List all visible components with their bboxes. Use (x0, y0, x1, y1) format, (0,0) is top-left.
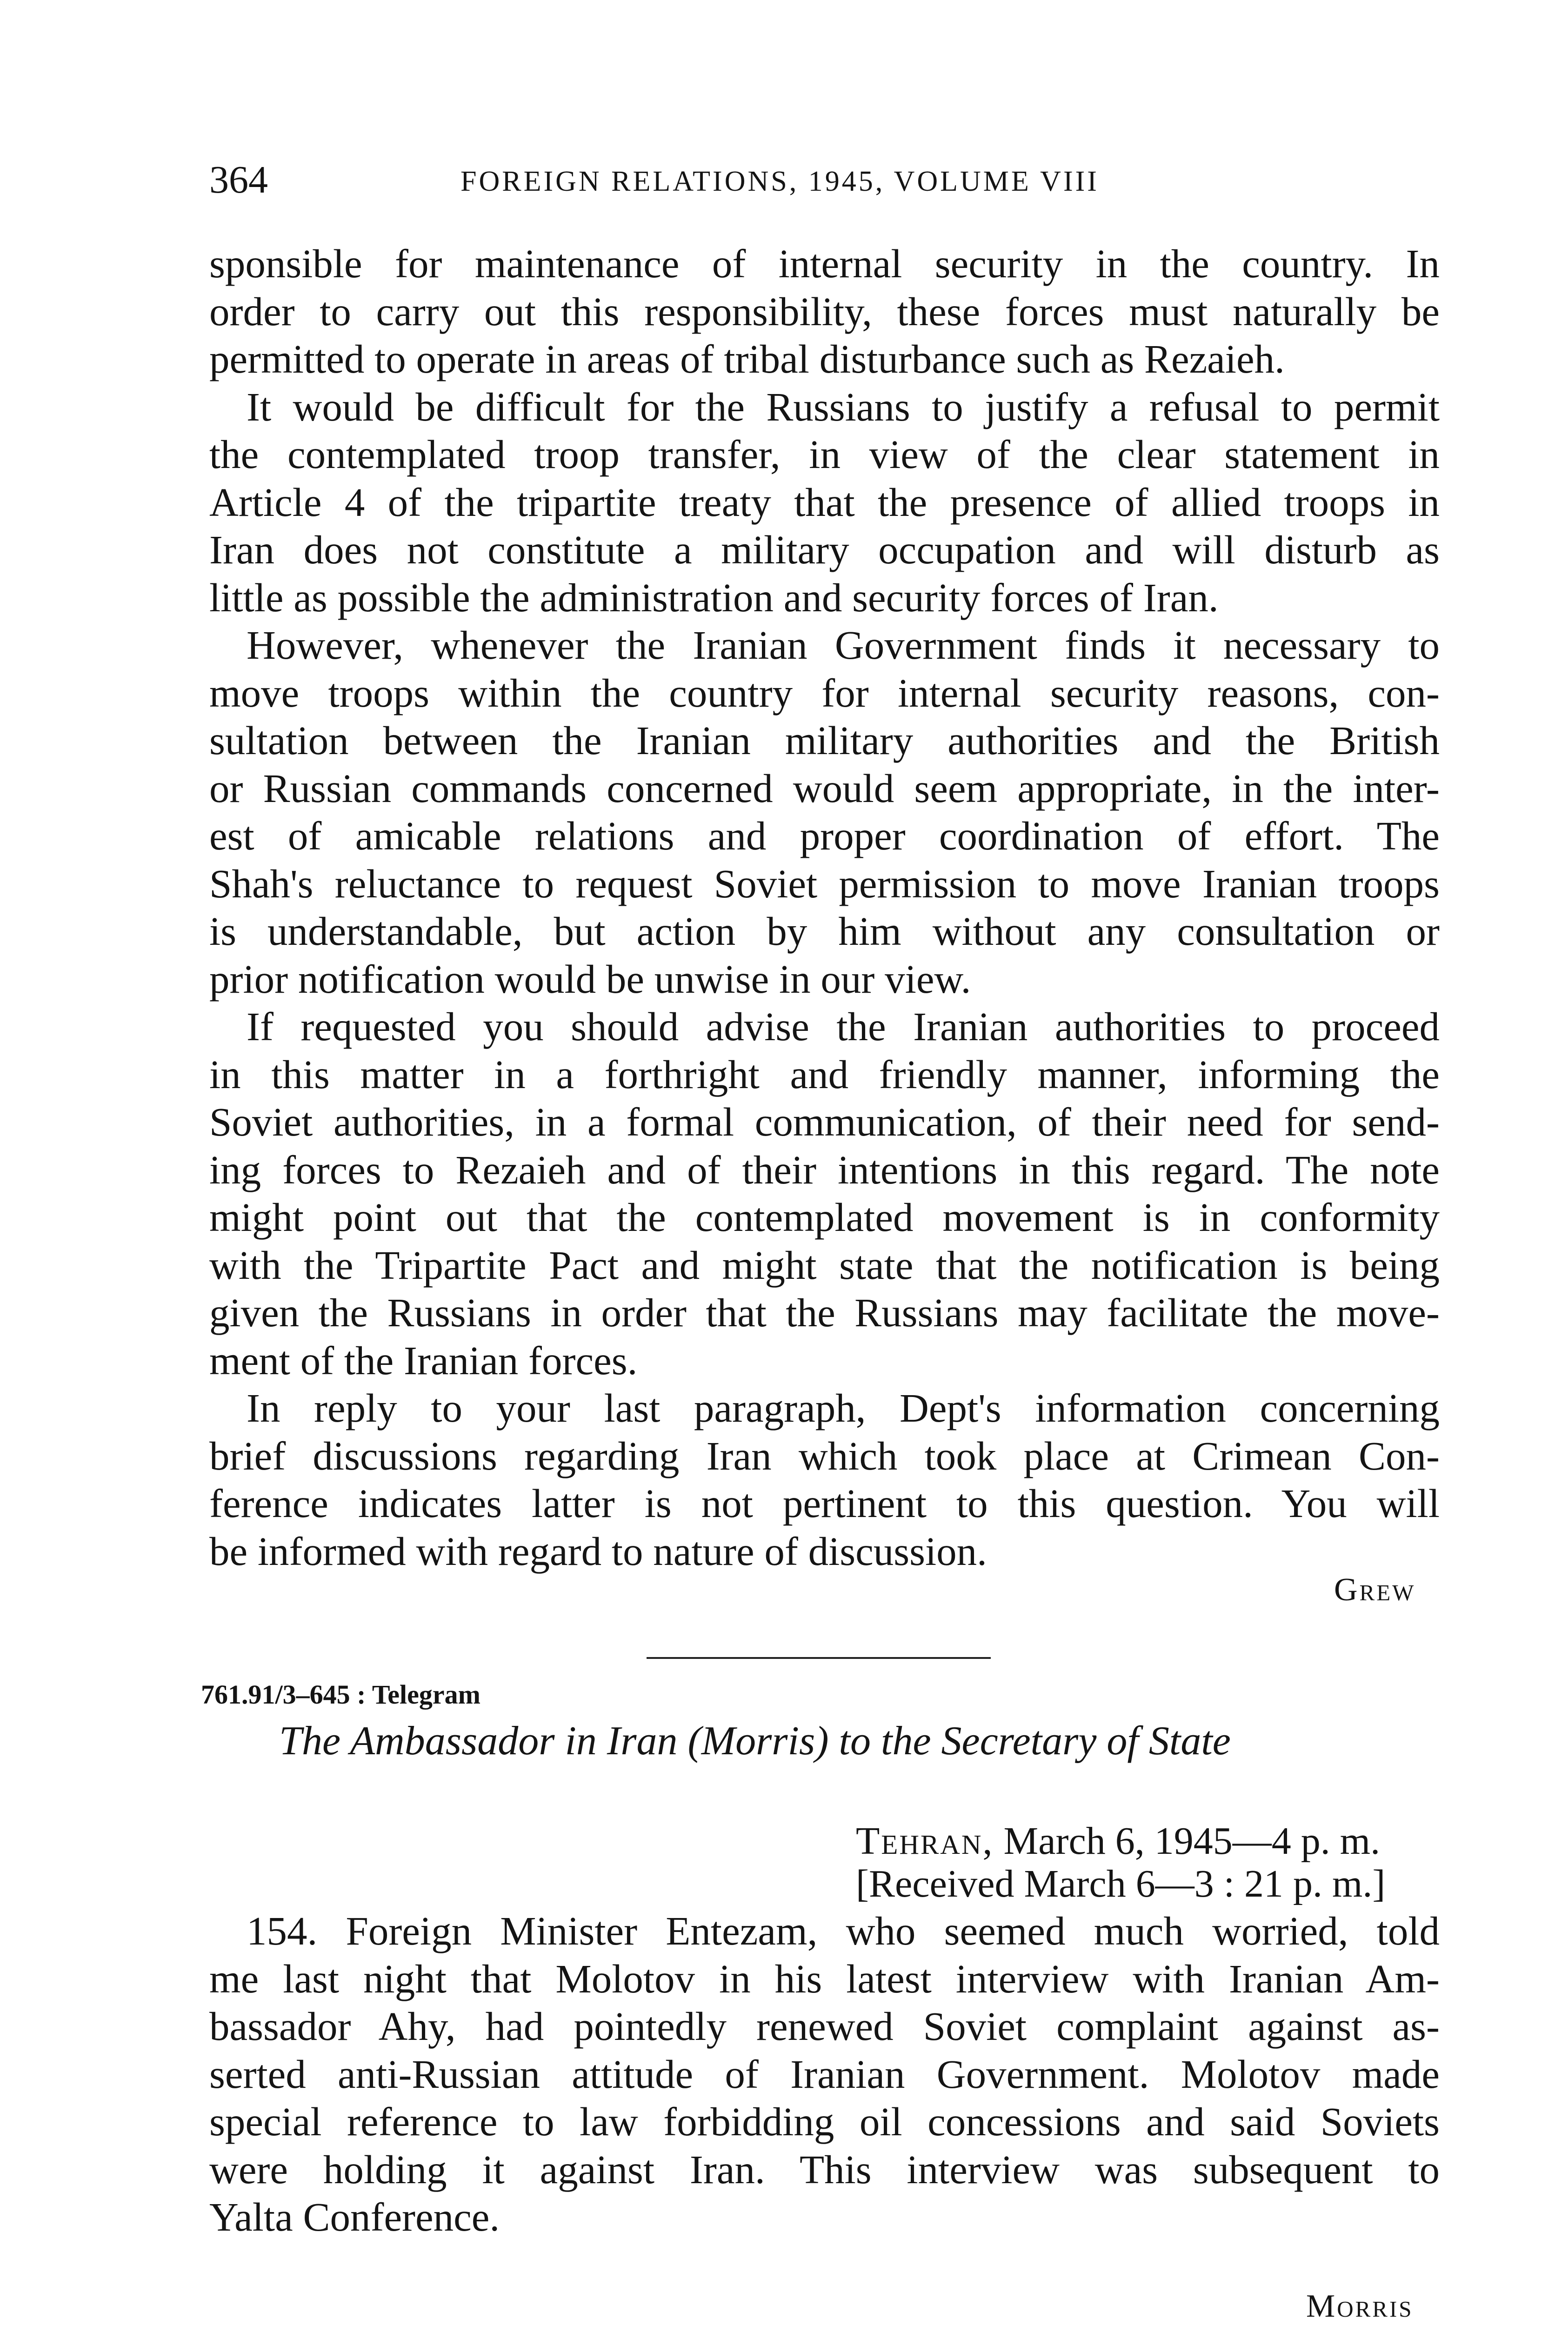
text-line: the contemplated troop transfer, in view of the clear statement in (209, 432, 1440, 477)
text-line: In reply to your last paragraph, Dept's information concerning (247, 1385, 1440, 1430)
text-line: given the Russians in order that the Russians may facilitate the move- (209, 1290, 1440, 1335)
text-line: order to carry out this responsibility, these forces must naturally be (209, 288, 1440, 334)
text-line: bassador Ahy, had pointedly renewed Soviet complaint against as- (209, 2004, 1440, 2049)
text-line: move troops within the country for internal security reasons, con- (209, 670, 1440, 715)
text-line: However, whenever the Iranian Government finds it necessary to (247, 622, 1440, 668)
text-line: or Russian commands concerned would seem appropriate, in the inter- (209, 765, 1440, 811)
text-line: brief discussions regarding Iran which took place at Crimean Con- (209, 1433, 1440, 1478)
text-line: sultation between the Iranian military authorities and the British (209, 718, 1440, 763)
text-line: with the Tripartite Pact and might state that the notification is being (209, 1242, 1440, 1288)
text-line: ment of the Iranian forces. (209, 1337, 638, 1383)
paragraph (209, 1384, 1440, 1575)
text-line: ing forces to Rezaieh and of their intentions in this regard. The note (209, 1147, 1440, 1192)
text-line: ference indicates latter is not pertinent to this question. You will (209, 1481, 1440, 1526)
text-line: were holding it against Iran. This interview was subsequent to (209, 2146, 1440, 2192)
text-line: est of amicable relations and proper coordination of effort. The (209, 813, 1440, 858)
section-divider (647, 1657, 991, 1659)
text-line: is understandable, but action by him without any consultation or (209, 909, 1440, 954)
text-line: little as possible the administration and security forces of Iran. (209, 575, 1219, 620)
text-line: Article 4 of the tripartite treaty that the presence of allied troops in (209, 479, 1440, 525)
paragraph (209, 622, 1440, 1003)
text-line: 154. Foreign Minister Entezam, who seemed much worried, told (247, 1908, 1440, 1953)
text-line: Iran does not constitute a military occupation and will disturb as (209, 527, 1440, 572)
paragraph (209, 1003, 1440, 1384)
paragraph (209, 1907, 1440, 2241)
telegram-text (209, 1907, 1440, 2241)
text-line: prior notification would be unwise in our view. (209, 956, 971, 1002)
running-head: FOREIGN RELATIONS, 1945, VOLUME VIII (460, 166, 1099, 197)
text-line: serted anti-Russian attitude of Iranian Government. Molotov made (209, 2051, 1440, 2097)
text-line: It would be difficult for the Russians to justify a refusal to permit (247, 384, 1440, 429)
text-line: me last night that Molotov in his latest interview with Iranian Am- (209, 1956, 1440, 2001)
dateline (856, 1818, 1442, 1865)
paragraph (209, 383, 1440, 622)
text-line: might point out that the contemplated movement is in conformity (209, 1195, 1440, 1240)
text-line: If requested you should advise the Iranian authorities to proceed (247, 1004, 1440, 1049)
text-line: in this matter in a forthright and friendly manner, informing the (209, 1051, 1440, 1097)
received-line: [Received March 6—3 : 21 p. m.] (856, 1862, 1386, 1905)
text-line: special reference to law forbidding oil concessions and said Soviets (209, 2099, 1440, 2144)
text-line: sponsible for maintenance of internal security in the country. In (209, 241, 1440, 286)
document-title: The Ambassador in Iran (Morris) to the Secretary of State (279, 1718, 1231, 1764)
body-text (209, 240, 1440, 1575)
text-line: Soviet authorities, in a formal communication, of their need for send- (209, 1099, 1440, 1144)
signature-grew: Grew (1334, 1572, 1416, 1608)
text-line: be informed with regard to nature of discussion. (209, 1528, 987, 1574)
document-reference: 761.91/3–645 : Telegram (201, 1679, 480, 1710)
text-line: Shah's reluctance to request Soviet permission to move Iranian troops (209, 861, 1440, 906)
page-number: 364 (209, 158, 268, 201)
dateline-place: Tehran, (856, 1819, 994, 1863)
text-line: Yalta Conference. (209, 2194, 500, 2239)
paragraph (209, 240, 1440, 383)
page-header (209, 154, 1442, 206)
text-line: permitted to operate in areas of tribal disturbance such as Rezaieh. (209, 336, 1285, 381)
dateline-date: March 6, 1945—4 p. m. (994, 1819, 1381, 1863)
signature-morris: Morris (1306, 2288, 1414, 2324)
